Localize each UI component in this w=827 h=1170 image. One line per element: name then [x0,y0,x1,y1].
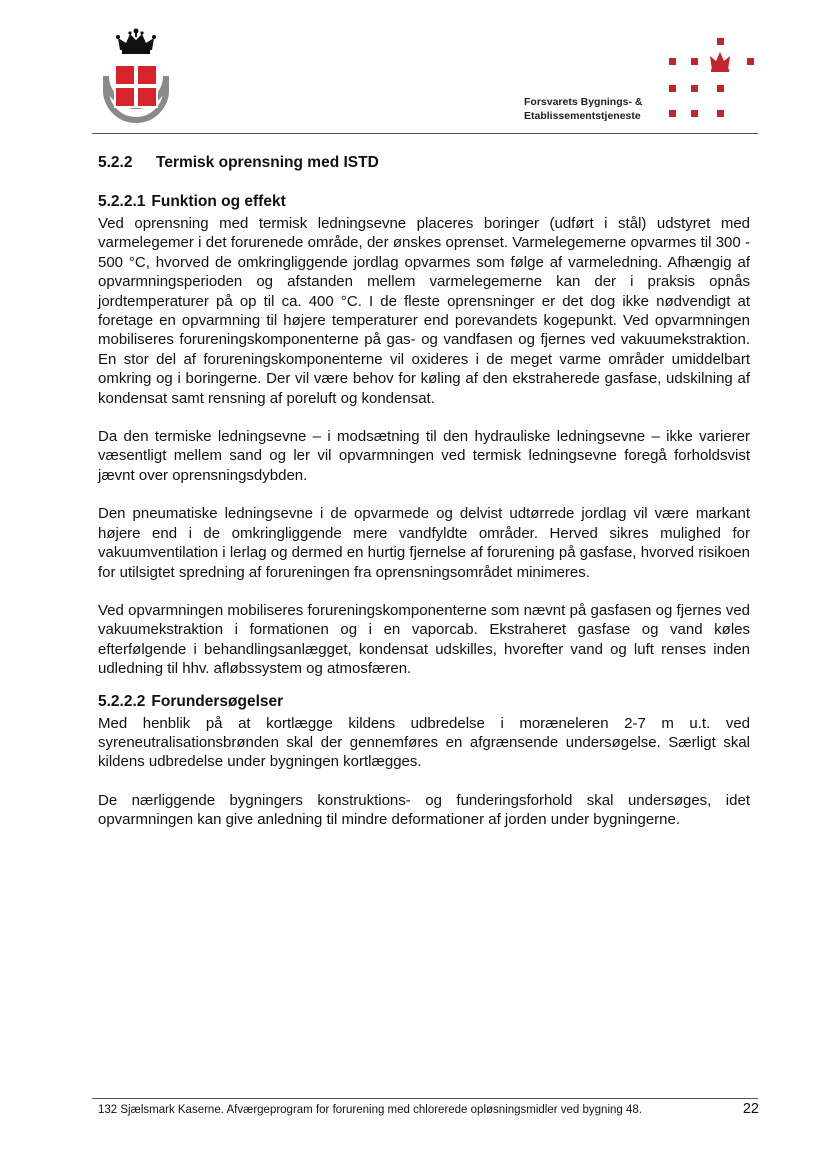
paragraph: Da den termiske ledningsevne – i modsætning til den hydrauliske ledningsevne – ikke varierer væsentligt mellem sand og ler vil opvarmningen ved termisk ledningsevne foregå forholdsvist jævnt over oprensningsdybden. [98,428,750,484]
header-divider [92,133,758,134]
subsection-title: Forundersøgelser [151,692,284,710]
paragraph: Den pneumatiske ledningsevne i de opvarmede og delvist udtørrede jordlag vil være markant højere end i de omkringliggende mere vandfyldte områder. Herved sikres mulighed for vakuumventilation i lerlag og dermed en hurtig fjernelse af forurening på gasfase, hvorved risikoen for utilsigtet spredning af forureningen fra oprensningsområdet minimeres. [98,505,750,581]
footer-divider [92,1098,758,1099]
subsection-heading [98,193,750,211]
section-number: 5.2.2 [98,154,133,171]
paragraph: De nærliggende bygningers konstruktions- og funderingsforhold skal undersøges, idet opvarmningen kan give anledning til mindre deformationer af jorden under bygningerne. [98,791,750,829]
page-number: 22 [742,1101,759,1117]
footer-text: 132 Sjælsmark Kaserne. Afværgeprogram for forurening med chlorerede opløsningsmidler ved bygning 48. [98,1104,642,1116]
section-title: Termisk oprensning med ISTD [156,154,379,171]
section-heading [98,154,750,172]
subsection-number: 5.2.2.1 [98,193,146,210]
document-body [98,150,750,830]
paragraph: Med henblik på at kortlægge kildens udbredelse i moræneleren 2-7 m u.t. ved syreneutralisationsbrønden skal der gennemføres en afgrænsende undersøgelse. Særligt skal kildens udbredelse under bygningen kortlægges. [98,714,750,771]
subsection-heading [98,693,750,711]
subsection-title: Funktion og effekt [151,193,286,210]
danish-crown-shield-icon [96,28,176,126]
paragraph: Ved opvarmningen mobiliseres forureningskomponenterne som nævnt på gasfasen og fjernes ved vakuumekstraktion i formationen og i en vaporcab. Ekstraheret gasfase og vand køles efterfølgende i behandlingsanlægget, kondensat udskilles, hvorefter vand og luft renses inden udledning til hhv. afløbssystem og atmosfæren. [98,601,750,678]
paragraph: Ved oprensning med termisk ledningsevne placeres boringer (udført i stål) udstyret med varmelegemer i det forurenede område, der ønskes oprenset. Varmelegemerne opvarmes til 300 - 500 °C, hvorved de omkringliggende jordlag opvarmes som følge af varmeledning. Afhængig af opvarmningsperioden og afstanden mellem varmelegemerne kan der i praksis opnås jordtemperaturer på op til ca. 400 °C. I de fleste oprensninger er det dog ikke nødvendigt at foretage en opvarmning til højere temperaturer end porevandets kogepunkt. Ved opvarmningen mobiliseres forureningskomponenterne på gas- og vandfasen og fjernes ved vakuumekstraktion. En stor del af forureningskomponenterne vil oxideres i de meget varme områder umiddelbart omkring og i boringerne. Der vil være behov for køling af den ekstraherede gasfase, udskilning af kondensat samt rensning af poreluft og kondensat. [98,215,750,407]
organization-name: Forsvarets Bygnings- & Etablissementstjeneste [524,96,643,122]
subsection-number: 5.2.2.2 [98,692,146,710]
